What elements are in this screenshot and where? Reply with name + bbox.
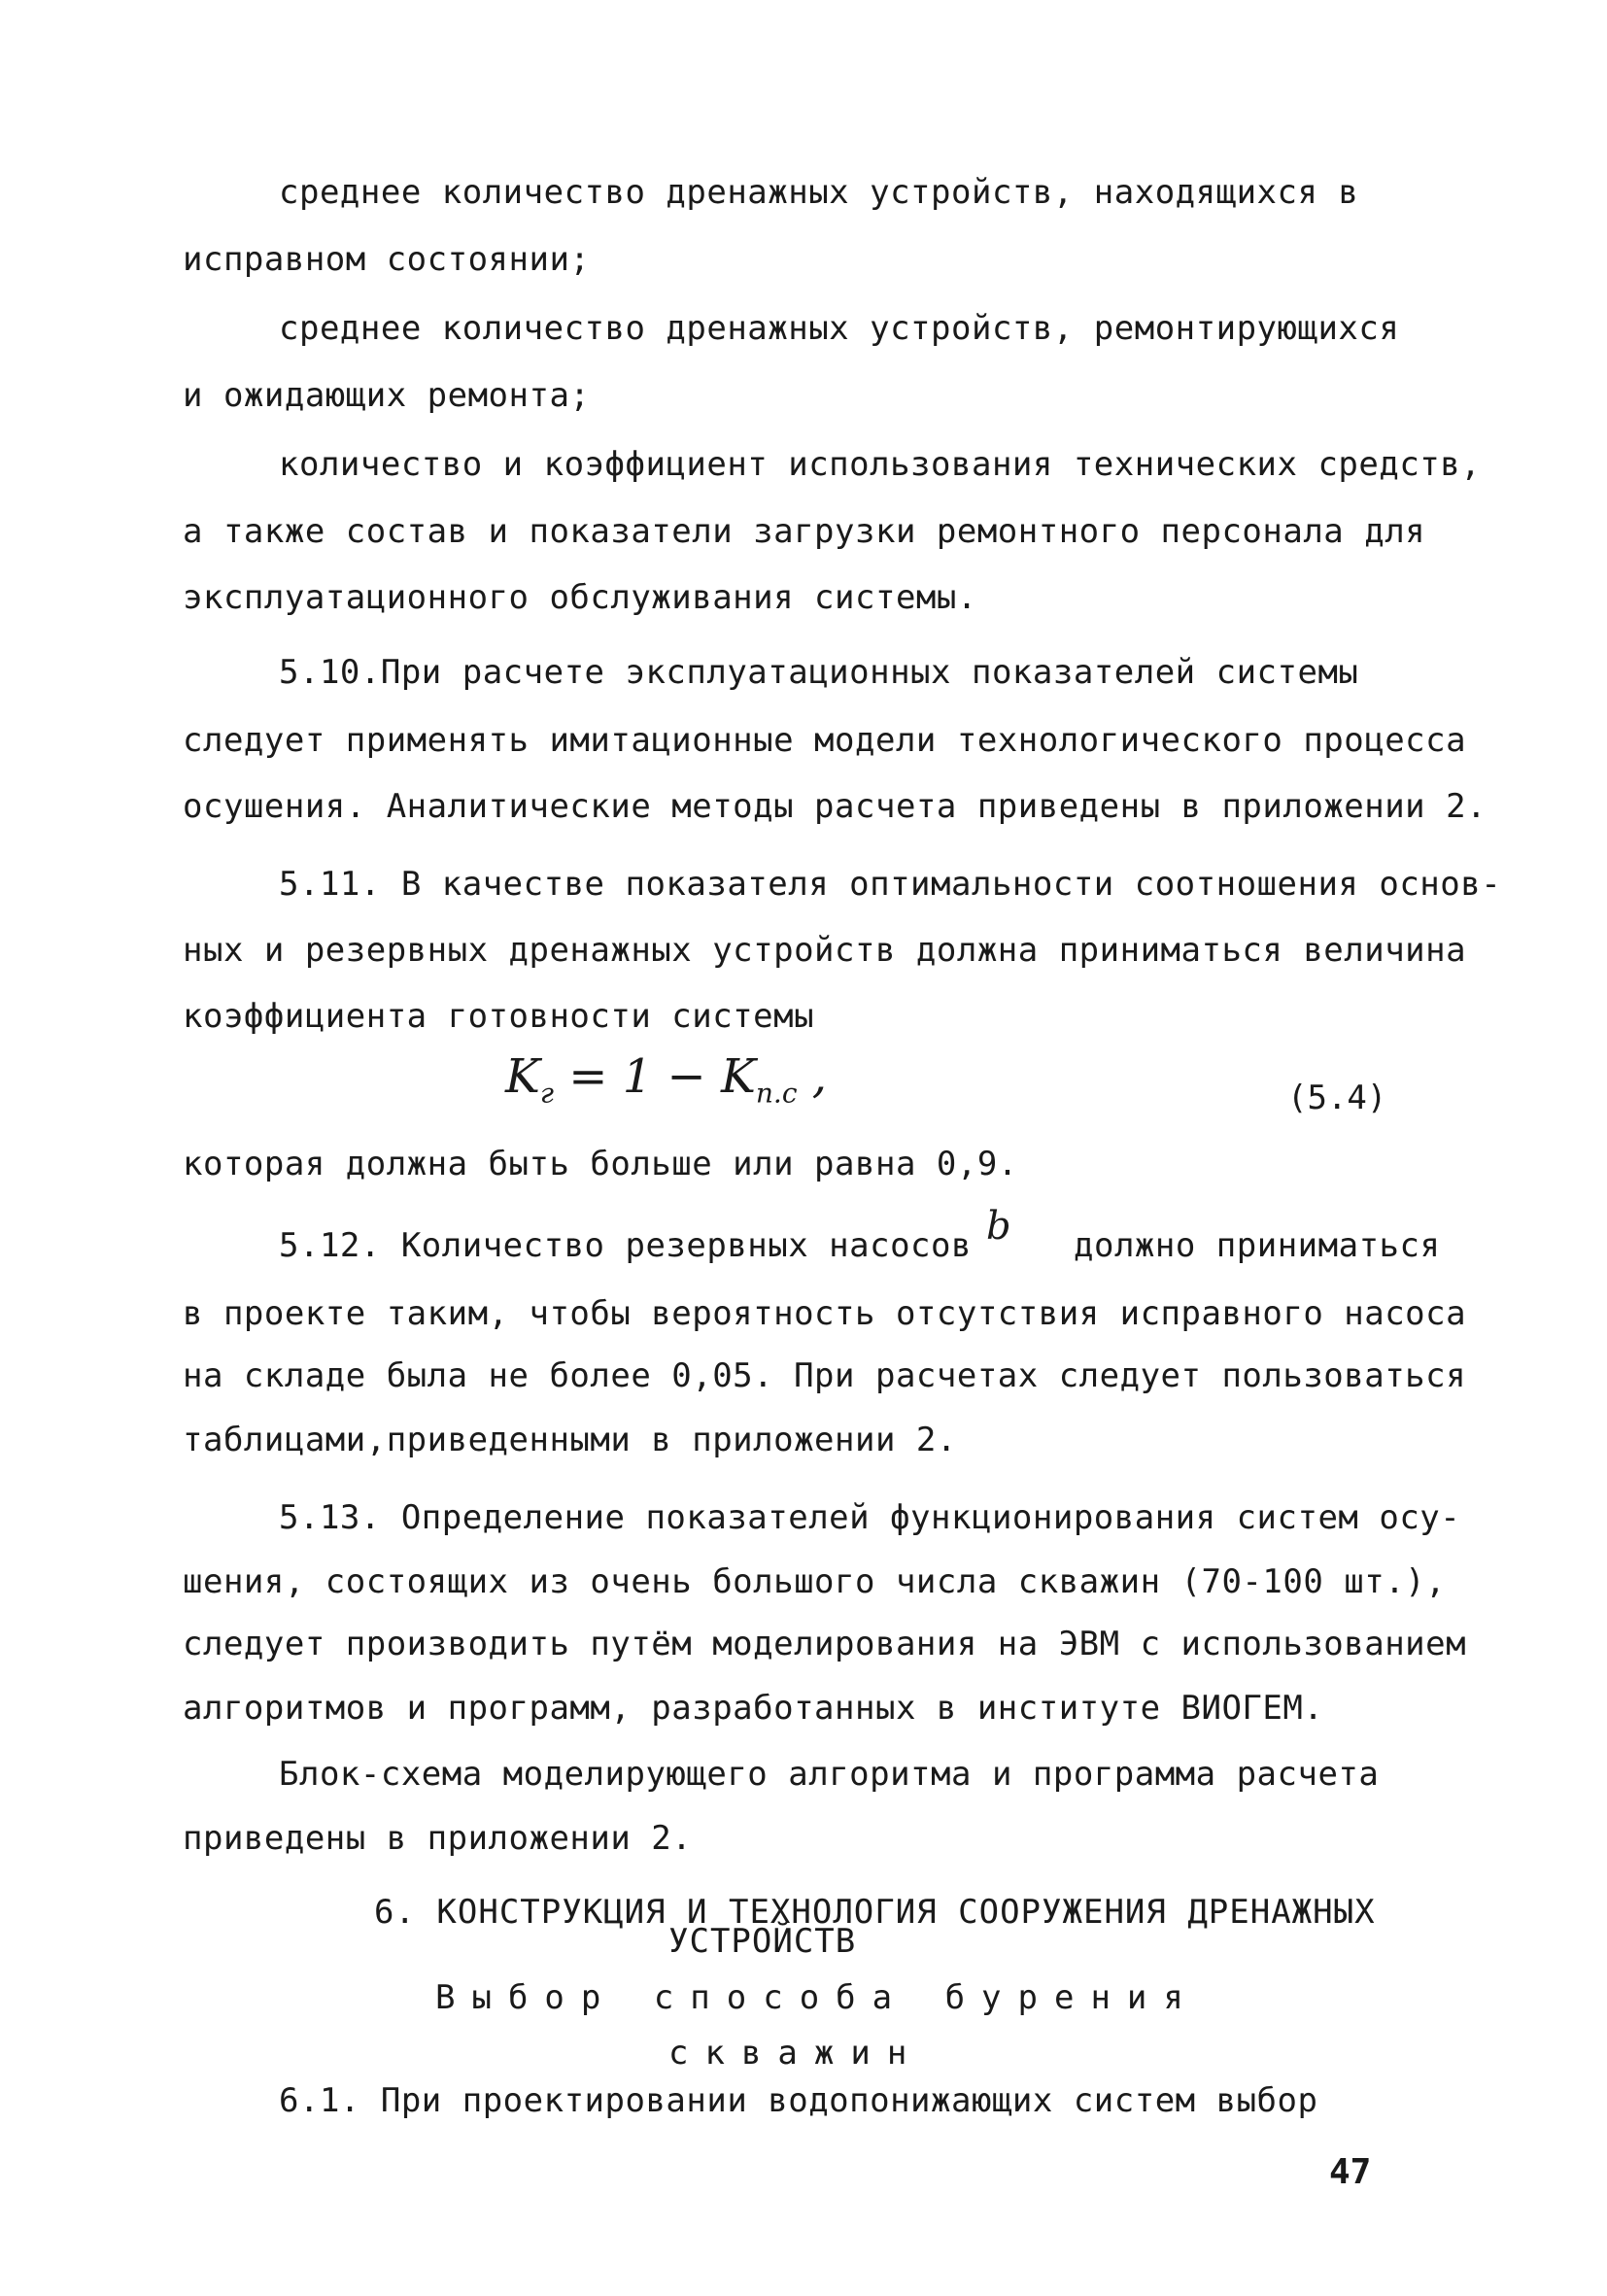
text-line: а также состав и показатели загрузки ремонтного персонала для xyxy=(183,512,1426,551)
text-line: таблицами,приведенными в приложении 2. xyxy=(183,1421,957,1459)
text-line: 5.11. В качестве показателя оптимальности соотношения основ- xyxy=(279,865,1502,904)
section-title: 6. КОНСТРУКЦИЯ И ТЕХНОЛОГИЯ СООРУЖЕНИЯ ДРЕНАЖНЫХ xyxy=(374,1893,1376,1932)
text-line: эксплуатационного обслуживания системы. xyxy=(183,578,977,617)
formula-tail: , xyxy=(797,1049,828,1104)
formula-lhs: K xyxy=(505,1049,540,1104)
formula-rhs: K xyxy=(721,1049,756,1104)
text-line: и ожидающих ремонта; xyxy=(183,376,591,415)
text-line: в проекте таким, чтобы вероятность отсутствия исправного насоса xyxy=(183,1294,1467,1333)
text-line: на складе была не более 0,05. При расчетах следует пользоваться xyxy=(183,1356,1467,1395)
text-line: 6.1. При проектировании водопонижающих систем выбор xyxy=(279,2081,1318,2120)
page-number: 47 xyxy=(1329,2152,1372,2192)
text-line: 5.12. Количество резервных насосов xyxy=(279,1226,972,1265)
text-line: Блок-схема моделирующего алгоритма и программа расчета xyxy=(279,1755,1380,1794)
formula-lhs-sub: г xyxy=(539,1077,555,1110)
text-line: шения, состоящих из очень большого числа скважин (70-100 шт.), xyxy=(183,1562,1447,1601)
text-line: коэффициента готовности системы xyxy=(183,997,815,1036)
text-line: следует производить путём моделирования на ЭВМ с использованием xyxy=(183,1625,1467,1663)
text-line: исправном состоянии; xyxy=(183,240,591,279)
equation-number: (5.4) xyxy=(1287,1079,1387,1117)
subsection-title-continued: скважин xyxy=(668,2034,924,2073)
text-line: следует применять имитационные модели технологического процесса xyxy=(183,721,1467,760)
text-line: приведены в приложении 2. xyxy=(183,1819,693,1858)
formula-rhs-sub: п.с xyxy=(755,1077,798,1110)
text-line: среднее количество дренажных устройств, находящихся в xyxy=(279,173,1359,212)
handwritten-symbol-b: b xyxy=(986,1204,1011,1249)
text-line: которая должна быть больше или равна 0,9. xyxy=(183,1145,1018,1183)
section-title-continued: УСТРОЙСТВ xyxy=(668,1922,857,1961)
formula-5-4 xyxy=(505,1049,827,1121)
text-line: среднее количество дренажных устройств, ремонтирующихся xyxy=(279,309,1400,348)
text-line: количество и коэффициент использования технических средств, xyxy=(279,445,1482,484)
subsection-title: Выбор способа бурения xyxy=(435,1978,1200,2017)
text-line: алгоритмов и программ, разработанных в институте ВИОГЕМ. xyxy=(183,1689,1324,1728)
formula-eq: = 1 − xyxy=(554,1049,722,1104)
text-line: 5.10.При расчете эксплуатационных показателей системы xyxy=(279,653,1359,692)
text-line: осушения. Аналитические методы расчета приведены в приложении 2. xyxy=(183,787,1487,826)
text-line: ных и резервных дренажных устройств должна приниматься величина xyxy=(183,931,1467,970)
text-line: должно приниматься xyxy=(1074,1226,1441,1265)
text-line: 5.13. Определение показателей функционирования систем осу- xyxy=(279,1498,1461,1537)
